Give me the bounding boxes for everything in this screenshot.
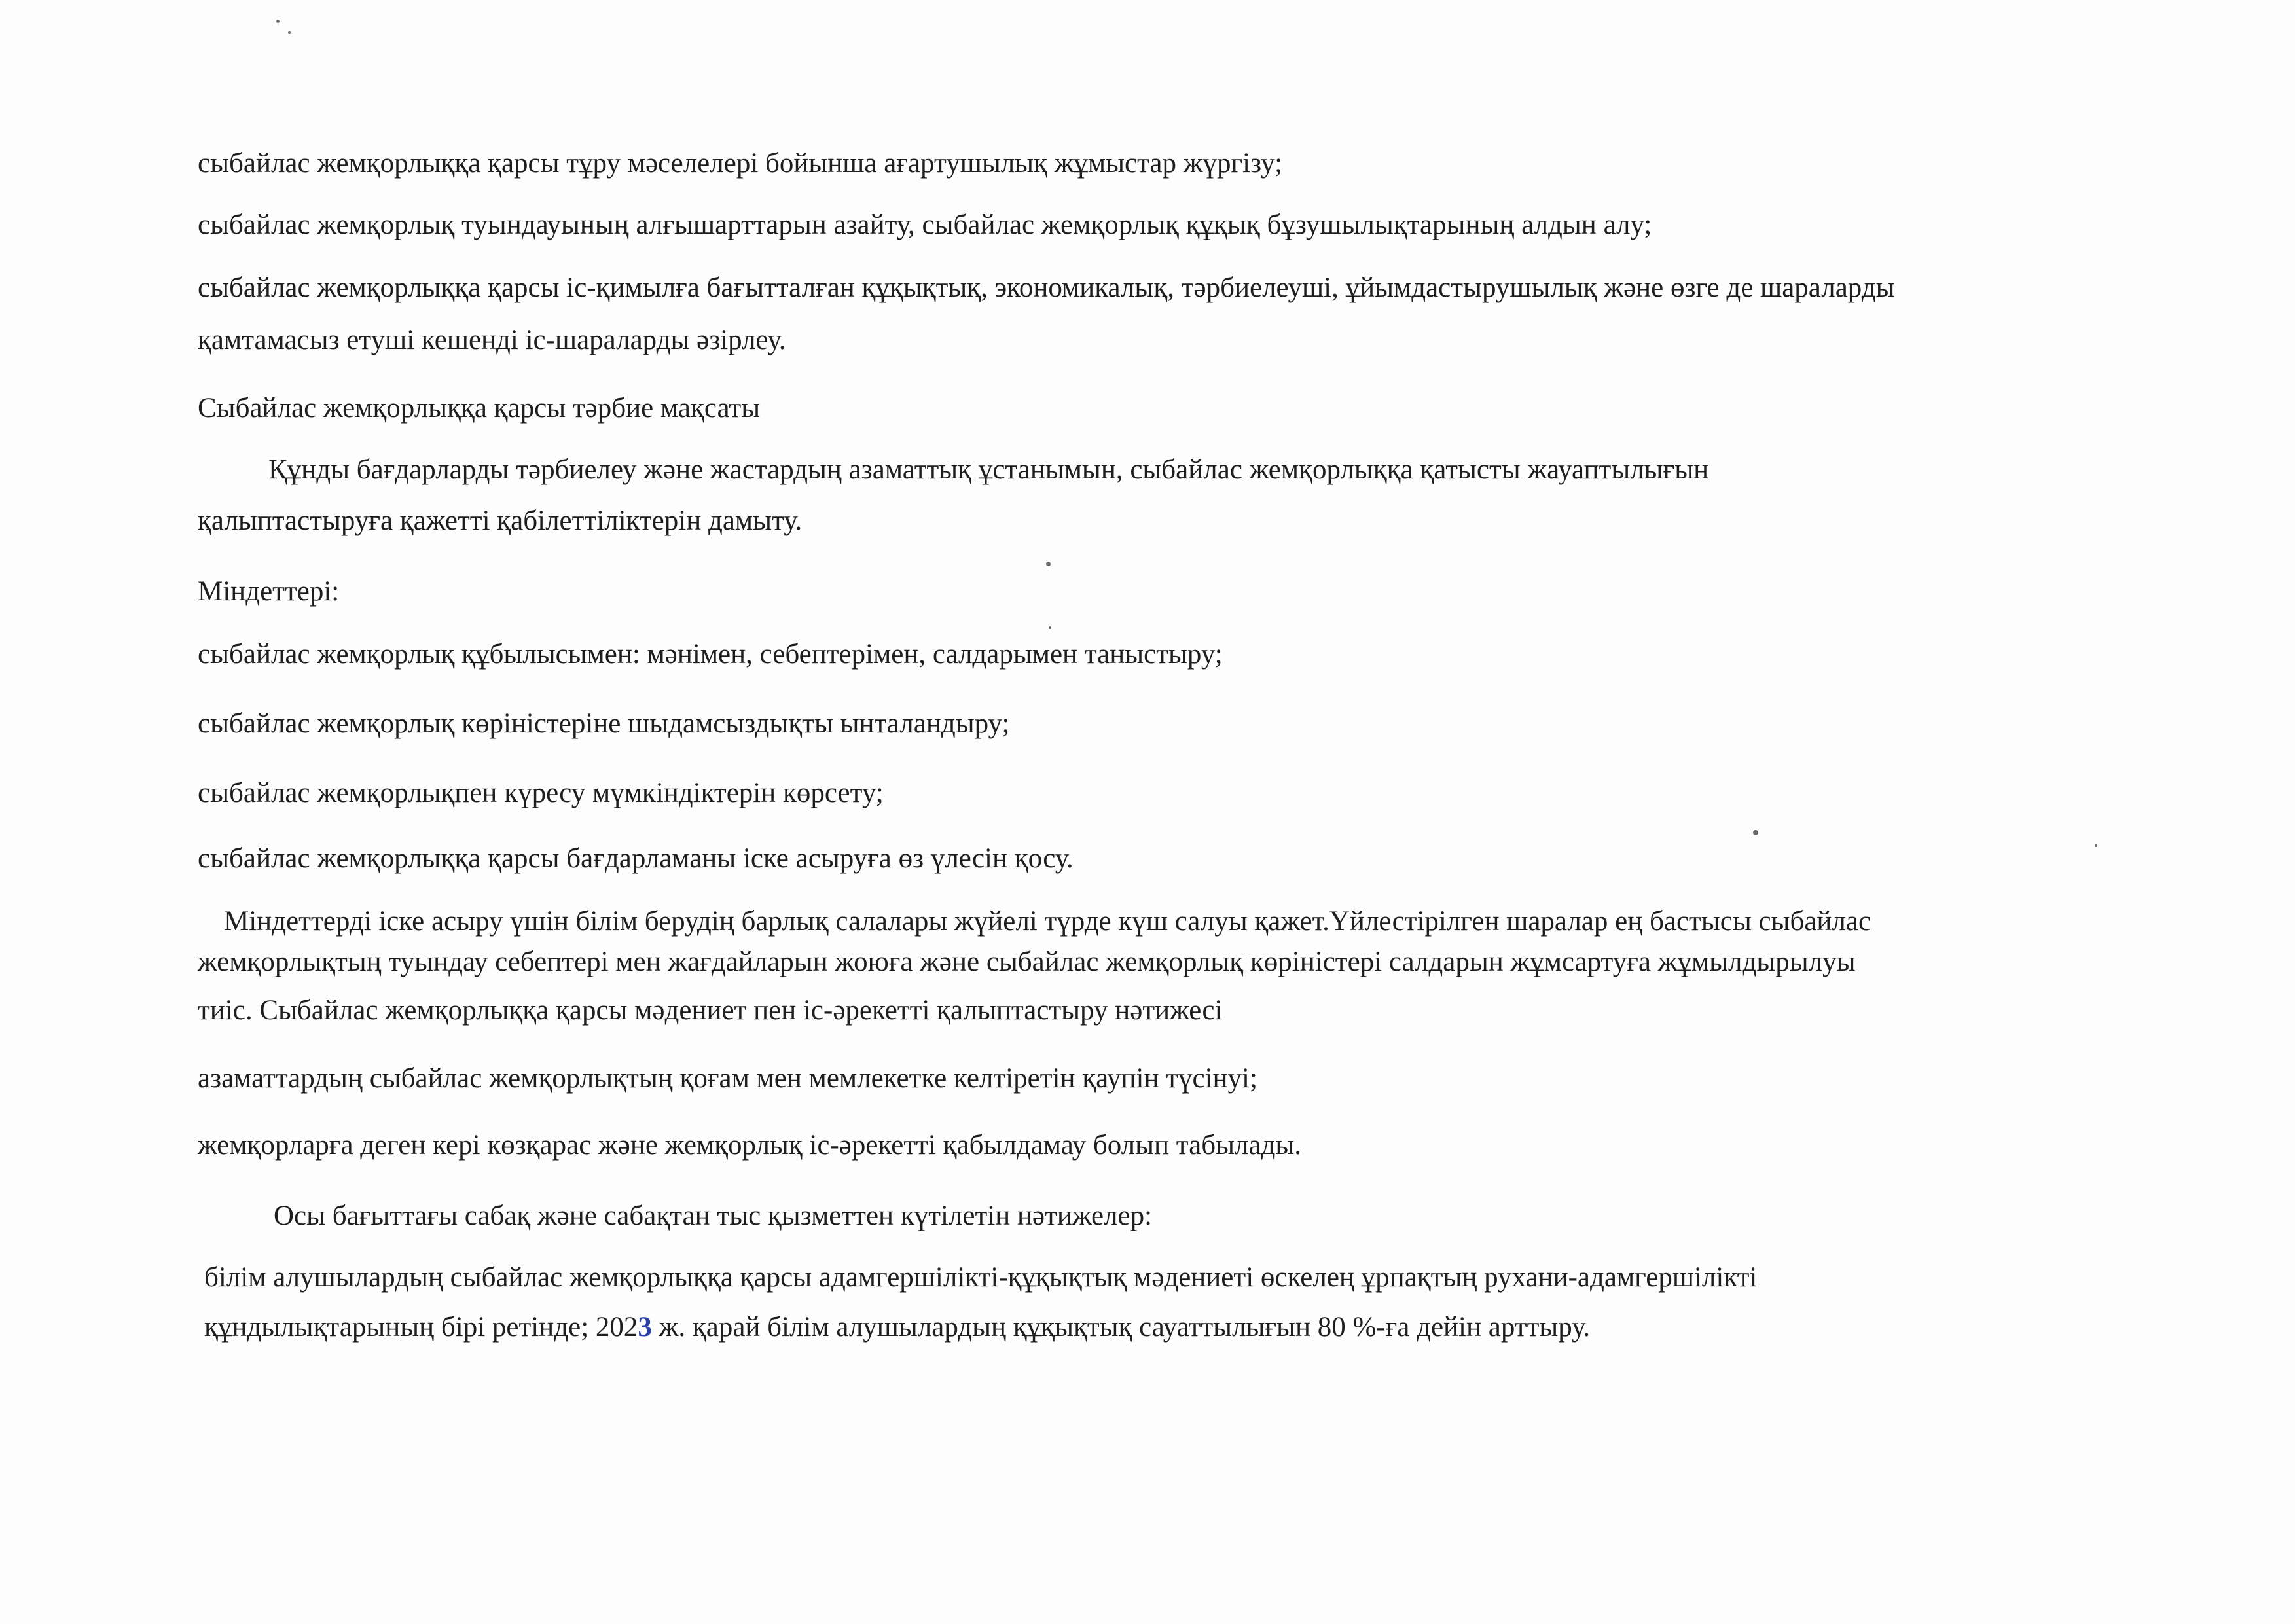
scan-speck xyxy=(288,31,291,34)
handwritten-correction: 3 xyxy=(638,1312,652,1343)
scan-speck xyxy=(276,20,280,23)
text-line-14: жемқорлықтың туындау себептері мен жағдайларын жоюға және сыбайлас жемқорлық көріністері салдарын жұмсартуға жұмылдырылуы xyxy=(198,947,1856,977)
text-line-18: Осы бағыттағы сабақ және сабақтан тыс қызметтен күтілетін нәтижелер: xyxy=(274,1200,1153,1231)
scan-speck xyxy=(1046,562,1051,566)
section-heading-tasks: Міндеттері: xyxy=(198,576,340,607)
text-line-3: сыбайлас жемқорлыққа қарсы іс-қимылға бағытталған құқықтық, экономикалық, тәрбиелеуші, ұйымдастырушылық және өзге де шараларды xyxy=(198,272,1895,303)
task-item-3: сыбайлас жемқорлықпен күресу мүмкіндіктерін көрсету; xyxy=(198,778,884,808)
section-heading-goal: Сыбайлас жемқорлыққа қарсы тәрбие мақсаты xyxy=(198,393,761,424)
scan-speck xyxy=(1753,830,1758,835)
scan-speck xyxy=(1049,626,1051,629)
text-line-2: сыбайлас жемқорлық туындауының алғышарттарын азайту, сыбайлас жемқорлық құқық бұзушылықтарының алдын алу; xyxy=(198,209,1652,240)
scan-speck xyxy=(2095,844,2097,847)
text-line-16: азаматтардың сыбайлас жемқорлықтың қоғам мен мемлекетке келтіретін қаупін түсінуі; xyxy=(198,1063,1257,1094)
text-line-20-start: құндылықтарының бірі ретінде; 202 xyxy=(204,1312,638,1343)
text-line-20-end: ж. қарай білім алушылардың құқықтық сауаттылығын 80 %-ға дейін арттыру. xyxy=(651,1312,1591,1343)
text-line-19: білім алушылардың сыбайлас жемқорлыққа қарсы адамгершілікті-құқықтық мәдениеті өскелең ұрпақтың рухани-адамгершілікті xyxy=(204,1262,1758,1293)
text-line-17: жемқорларға деген кері көзқарас және жемқорлық іс-әрекетті қабылдамау болып табылады. xyxy=(198,1130,1302,1161)
text-line-1: сыбайлас жемқорлыққа қарсы тұру мәселелері бойынша ағартушылық жұмыстар жүргізу; xyxy=(198,148,1283,179)
task-item-2: сыбайлас жемқорлық көріністеріне шыдамсыздықты ынталандыру; xyxy=(198,708,1010,739)
text-line-7: қалыптастыруға қажетті қабілеттіліктерін дамыту. xyxy=(198,505,803,536)
text-line-13: Міндеттерді іске асыру үшін білім берудің барлық салалары жүйелі түрде күш салуы қажет.Үйлестірілген шаралар ең бастысы сыбайлас xyxy=(224,906,1871,937)
text-line-15: тиіс. Сыбайлас жемқорлыққа қарсы мәдениет пен іс-әрекетті қалыптастыру нәтижесі xyxy=(198,995,1223,1026)
task-item-4: сыбайлас жемқорлыққа қарсы бағдарламаны іске асыруға өз үлесін қосу. xyxy=(198,843,1074,874)
text-line-6: Құнды бағдарларды тәрбиелеу және жастардың азаматтық ұстанымын, сыбайлас жемқорлыққа қатысты жауаптылығын xyxy=(268,454,1709,485)
text-line-20 xyxy=(204,1313,1590,1341)
task-item-1: сыбайлас жемқорлық құбылысымен: мәнімен, себептерімен, салдарымен таныстыру; xyxy=(198,639,1223,670)
text-line-4: қамтамасыз етуші кешенді іс-шараларды әзірлеу. xyxy=(198,325,786,355)
